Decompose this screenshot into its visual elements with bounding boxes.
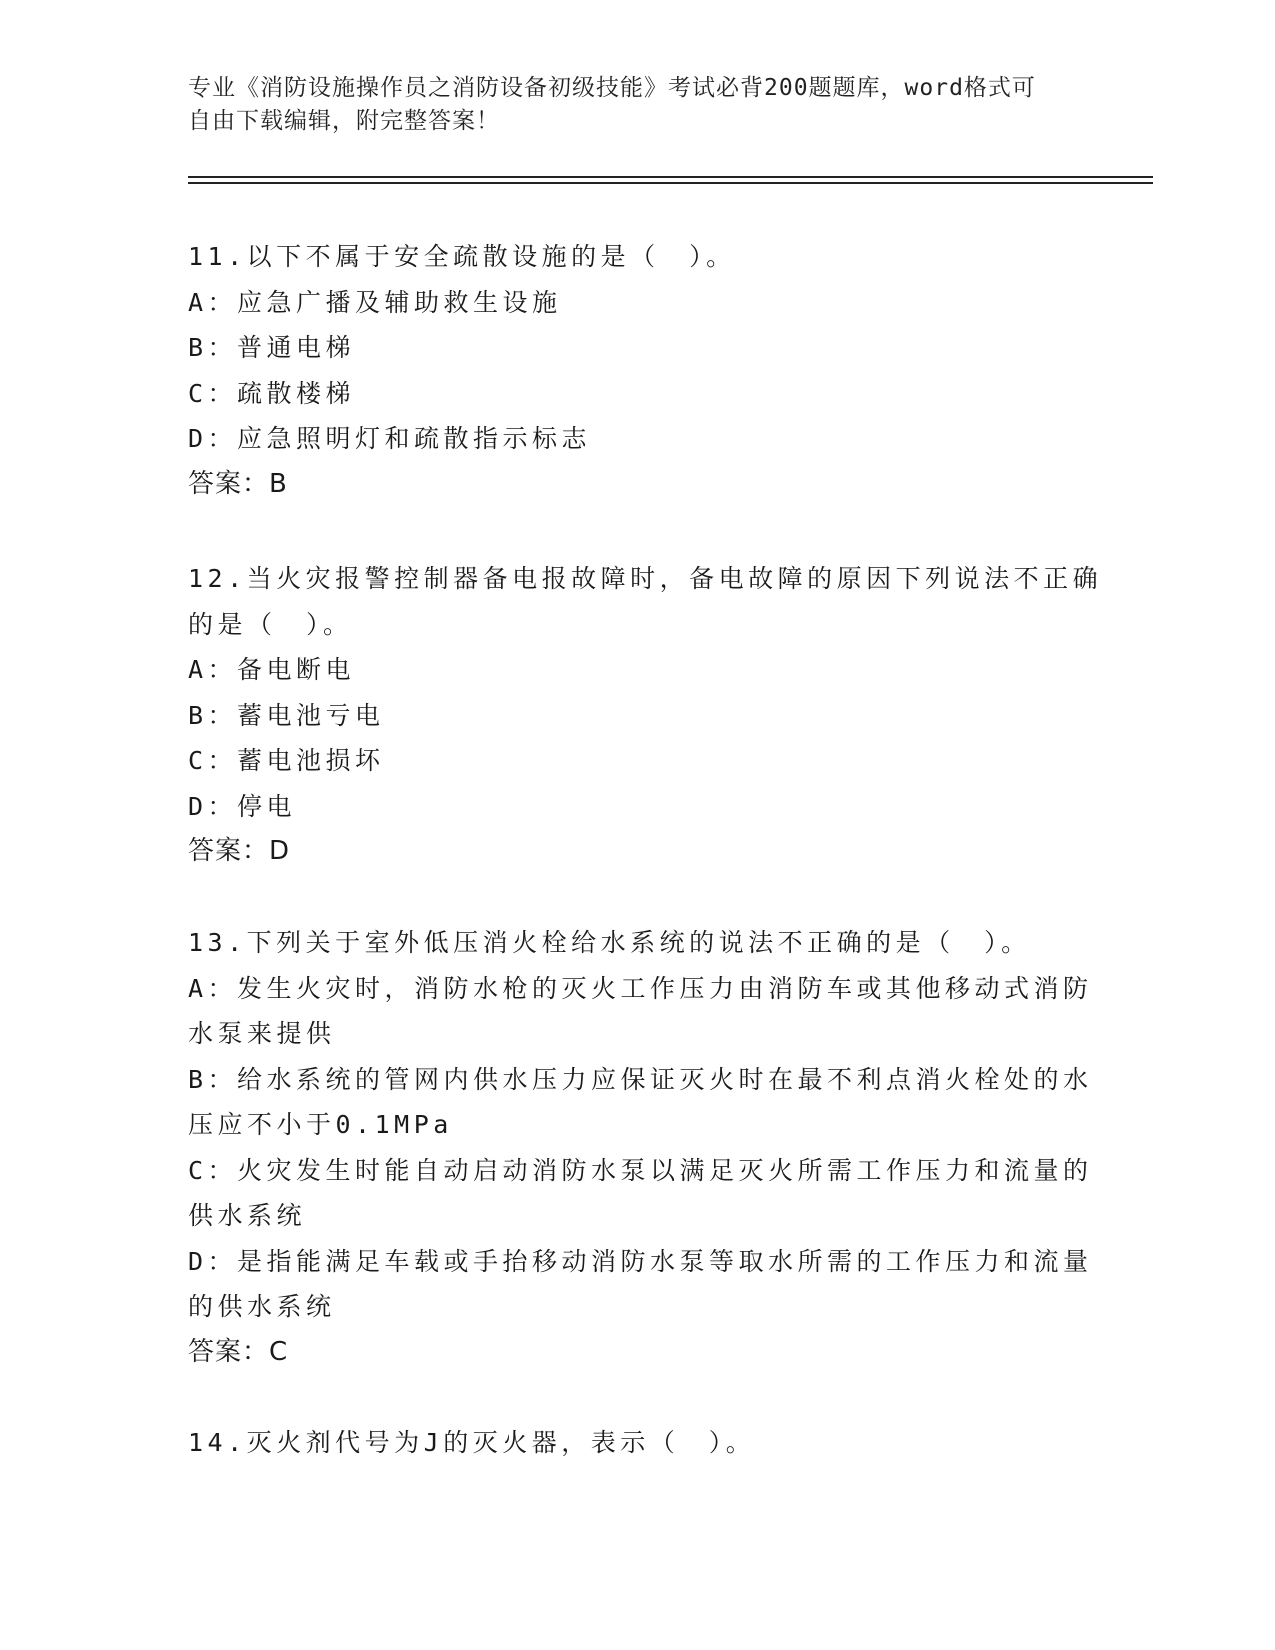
header-line-2: 自由下载编辑，附完整答案！	[188, 108, 500, 134]
question-stem: 14.灭火剂代号为J的灭火器，表示（ ）。	[188, 1428, 756, 1457]
option-d: D：应急照明灯和疏散指示标志	[188, 424, 592, 453]
option-a: A：应急广播及辅助救生设施	[188, 287, 562, 317]
question-11	[188, 234, 1078, 507]
option-c: C：蓄电池损坏	[188, 746, 385, 775]
question-14	[188, 1420, 1078, 1466]
answer-label: 答案：C	[188, 1336, 289, 1367]
question-stem: 12.当火灾报警控制器备电报故障时，备电故障的原因下列说法不正确	[188, 564, 1103, 593]
header-line-1: 专业《消防设施操作员之消防设备初级技能》考试必背200题题库，word格式可	[188, 75, 1036, 101]
option-a-continued: 水泵来提供	[188, 1019, 336, 1048]
option-c-continued: 供水系统	[188, 1201, 307, 1230]
option-b-continued: 压应不小于0.1MPa	[188, 1110, 453, 1139]
document-header	[188, 72, 1088, 138]
option-b: B：普通电梯	[188, 333, 356, 362]
question-stem-continued: 的是（ ）。	[188, 609, 353, 639]
question-13	[188, 920, 1093, 1375]
option-b: B：蓄电池亏电	[188, 700, 385, 730]
question-stem: 13.下列关于室外低压消火栓给水系统的说法不正确的是（ ）。	[188, 928, 1031, 957]
option-d-continued: 的供水系统	[188, 1292, 336, 1321]
option-d: D：停电	[188, 791, 297, 821]
option-c: C：疏散楼梯	[188, 378, 356, 408]
question-stem: 11.以下不属于安全疏散设施的是（ ）。	[188, 242, 736, 271]
option-d: D：是指能满足车载或手抬移动消防水泵等取水所需的工作压力和流量	[188, 1246, 1093, 1276]
header-divider-bottom	[188, 182, 1153, 184]
option-a: A：备电断电	[188, 655, 356, 684]
option-c: C：火灾发生时能自动启动消防水泵以满足灭火所需工作压力和流量的	[188, 1155, 1093, 1185]
header-divider-top	[188, 176, 1153, 178]
option-a: A：发生火灾时，消防水枪的灭火工作压力由消防车或其他移动式消防	[188, 973, 1093, 1003]
option-b: B：给水系统的管网内供水压力应保证灭火时在最不利点消火栓处的水	[188, 1064, 1093, 1094]
question-12	[188, 556, 1103, 875]
answer-label: 答案：D	[188, 836, 291, 866]
answer-label: 答案：B	[188, 468, 288, 499]
